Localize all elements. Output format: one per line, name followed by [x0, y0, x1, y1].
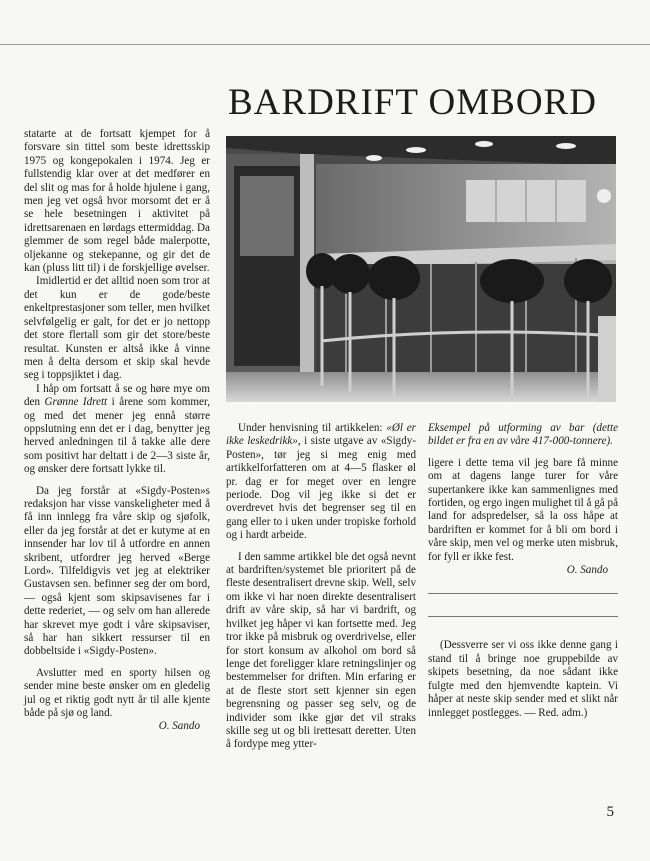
bar-photo-image	[226, 136, 616, 402]
column-left	[24, 128, 210, 734]
paragraph: ligere i dette tema vil jeg bare få minne om at dagens lange turer for våre supertankere ikke kan sammenlignes med fortiden, og ergo ingen mulighet til å gå på land for adspredelser, så la oss håpe at bardriften er kommet for å bli om bord i våre skip, men vel og merke uten misbruk, for fyll er ikke fest.	[428, 456, 618, 563]
page-number: 5	[606, 804, 614, 820]
paragraph: statarte at de fortsatt kjempet for å forsvare sin tittel som beste idrettsskip 1975 og kongepokalen i 1974. Jeg er fullstendig klar over at det medfører en del slit og mas for å holde hjulene i gang, men jeg vet også hvor morsomt det er å se hele besetningen i aktivitet på idrettsarenaen en lørdags ettermiddag. Da glemmer de som regel både malerpotte, oljekanne og stekepanne, og gir det de kan (pluss litt til) i de forskjellige øvelser.	[24, 128, 210, 275]
photo-caption: Eksempel på utforming av bar (dette bildet er fra en av våre 417-000-tonnere).	[428, 422, 618, 448]
text-run: i årene som kommer, og med det mener jeg ennå større oppslutning enn det er i dag, benytter jeg herved anledningen til å takke alle dere som positivt har deltatt i de 2—3 siste år, og ønsker dere fortsatt lykke til.	[24, 396, 210, 476]
paragraph: Avslutter med en sporty hilsen og sender mine beste ønsker om en gledelig jul og et riktig godt nytt år til alle kjente både på sjø og land.	[24, 666, 210, 720]
top-rule	[0, 44, 650, 45]
column-right	[428, 422, 618, 720]
divider	[428, 616, 618, 617]
paragraph: Da jeg forstår at «Sigdy-Posten»s redaksjon har visse vanskeligheter med å få inn innlegg fra våre skip og sjøfolk, eller da jeg forstår at det er kutyme at en innsender har lov til å utfordre en annen skribent, utfordrer jeg herved «Berge Lord». Tilfeldigvis vet jeg at elektriker Gustavsen sen. befinner seg der om bord, — også kjent som skipsavisenes far i dette rederiet, — og selv om han allerede har skrevet mye godt i våre skipsaviser, så har han sikkert ressurser til en dobbeltside i «Sigdy-Posten».	[24, 484, 210, 658]
text-run: , i siste utgave av «Sigdy-Posten», tør jeg si meg enig med artikkelforfatteren om at 4—5 flasker øl pr. dag er for meget over en lengre periode. Dog vil jeg ikke si det er overdrevet hvis det begrenser seg til en gang eller to i uken under tropiske forhold og i hardt arbeide.	[226, 435, 417, 542]
bar-photo	[226, 136, 616, 402]
page-title: BARDRIFT OMBORD	[228, 82, 597, 123]
editor-note: (Dessverre ser vi oss ikke denne gang i stand til å bringe noe gruppebilde av skipets besetning, da noe sådant ikke fulgte med den hjemvendte kaptein. Vi håper at neste skip sender med et slikt når innlegget postlegges. — Red. adm.)	[428, 639, 618, 719]
divider	[428, 593, 618, 594]
emphasis-text: Grønne Idrett	[44, 396, 108, 409]
signature: O. Sando	[158, 720, 200, 733]
text-run: I håp om fortsatt å se og høre mye om den	[24, 382, 210, 409]
signature: O. Sando	[566, 564, 608, 577]
paragraph: I den samme artikkel ble det også nevnt at bardriften/systemet ble prioritert på de fleste desentralisert drevne skip. Well, selv om ikke vi har noen direkte desentralisert drift av våre skip, så har vi bardrift, og hvilket jeg håper vi kan fortsette med. Jeg tror ikke på misbruk og overdrivelse, eller for stort konsum av alkohol om bord så lenge det foreligger klare retningslinjer og bestemmelser for driften. Min erfaring er at de fleste stort sett kjenner sin egen begrensning og passer seg selv, og de individer som ikke gjør det vil straks skille seg ut og bli irettesatt deretter. Uten å fordype meg ytter-	[226, 550, 416, 751]
paragraph	[24, 383, 210, 477]
paragraph	[226, 422, 416, 543]
column-middle	[226, 422, 416, 752]
paragraph: Imidlertid er det alltid noen som tror at det kun er de gode/beste enkeltprestasjoner som teller, men hvilket selvfølgelig er galt, for det er jo nettopp det store flertall som gir det store/beste resultat. Kunsten er altså ikke å vinne men å delta dersom et skip skal hevde seg i toppsjiktet i dag.	[24, 275, 210, 382]
article-title-quote: «Øl er ikke leskedrikk»	[226, 422, 416, 448]
text-run: Under henvisning til artikkelen:	[238, 422, 387, 434]
